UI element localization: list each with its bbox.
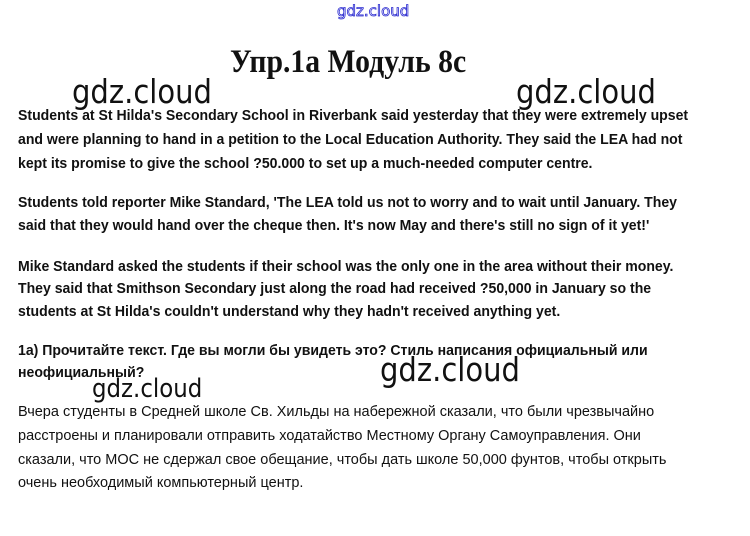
watermark-right: gdz.cloud <box>516 72 656 111</box>
watermark-small: gdz.cloud <box>92 374 203 404</box>
watermark-left: gdz.cloud <box>72 72 212 111</box>
paragraph-1-line: and were planning to hand in a petition to the Local Education Authority. They said the LEA had not <box>18 132 683 148</box>
paragraph-2-line: said that they would hand over the cheque then. It's now May and there's still no sign of it yet!' <box>18 218 650 234</box>
paragraph-2-line: Students told reporter Mike Standard, 'The LEA told us not to worry and to wait until January. They <box>18 195 677 211</box>
watermark-middle: gdz.cloud <box>380 350 520 389</box>
translation-line: расстроены и планировали отправить ходатайство Местному Органу Самоуправления. Они <box>18 428 641 444</box>
paragraph-3-line: They said that Smithson Secondary just along the road had received ?50,000 in January so the <box>18 281 652 297</box>
page-title: Упр.1а Модуль 8с <box>230 44 467 80</box>
translation-line: очень необходимый компьютерный центр. <box>18 475 304 491</box>
paragraph-1-line: Students at St Hilda's Secondary School in Riverbank said yesterday that they were extremely upset <box>18 108 689 124</box>
translation-line: Вчера студенты в Средней школе Св. Хильды на набережной сказали, что были чрезвычайно <box>18 404 655 420</box>
paragraph-3-line: students at St Hilda's couldn't understand why they hadn't received anything yet. <box>18 304 561 320</box>
task-line: 1а) Прочитайте текст. Где вы могли бы увидеть это? Стиль написания официальный или <box>18 343 648 359</box>
watermark-top: gdz.cloud <box>337 2 410 20</box>
translation-line: сказали, что МОС не сдержал свое обещание, чтобы дать школе 50,000 фунтов, чтобы открыть <box>18 452 667 468</box>
paragraph-3-line: Mike Standard asked the students if their school was the only one in the area without their money. <box>18 259 674 275</box>
task-line: неофициальный? <box>18 365 145 381</box>
paragraph-1-line: kept its promise to give the school ?50.000 to set up a much-needed computer centre. <box>18 156 593 172</box>
